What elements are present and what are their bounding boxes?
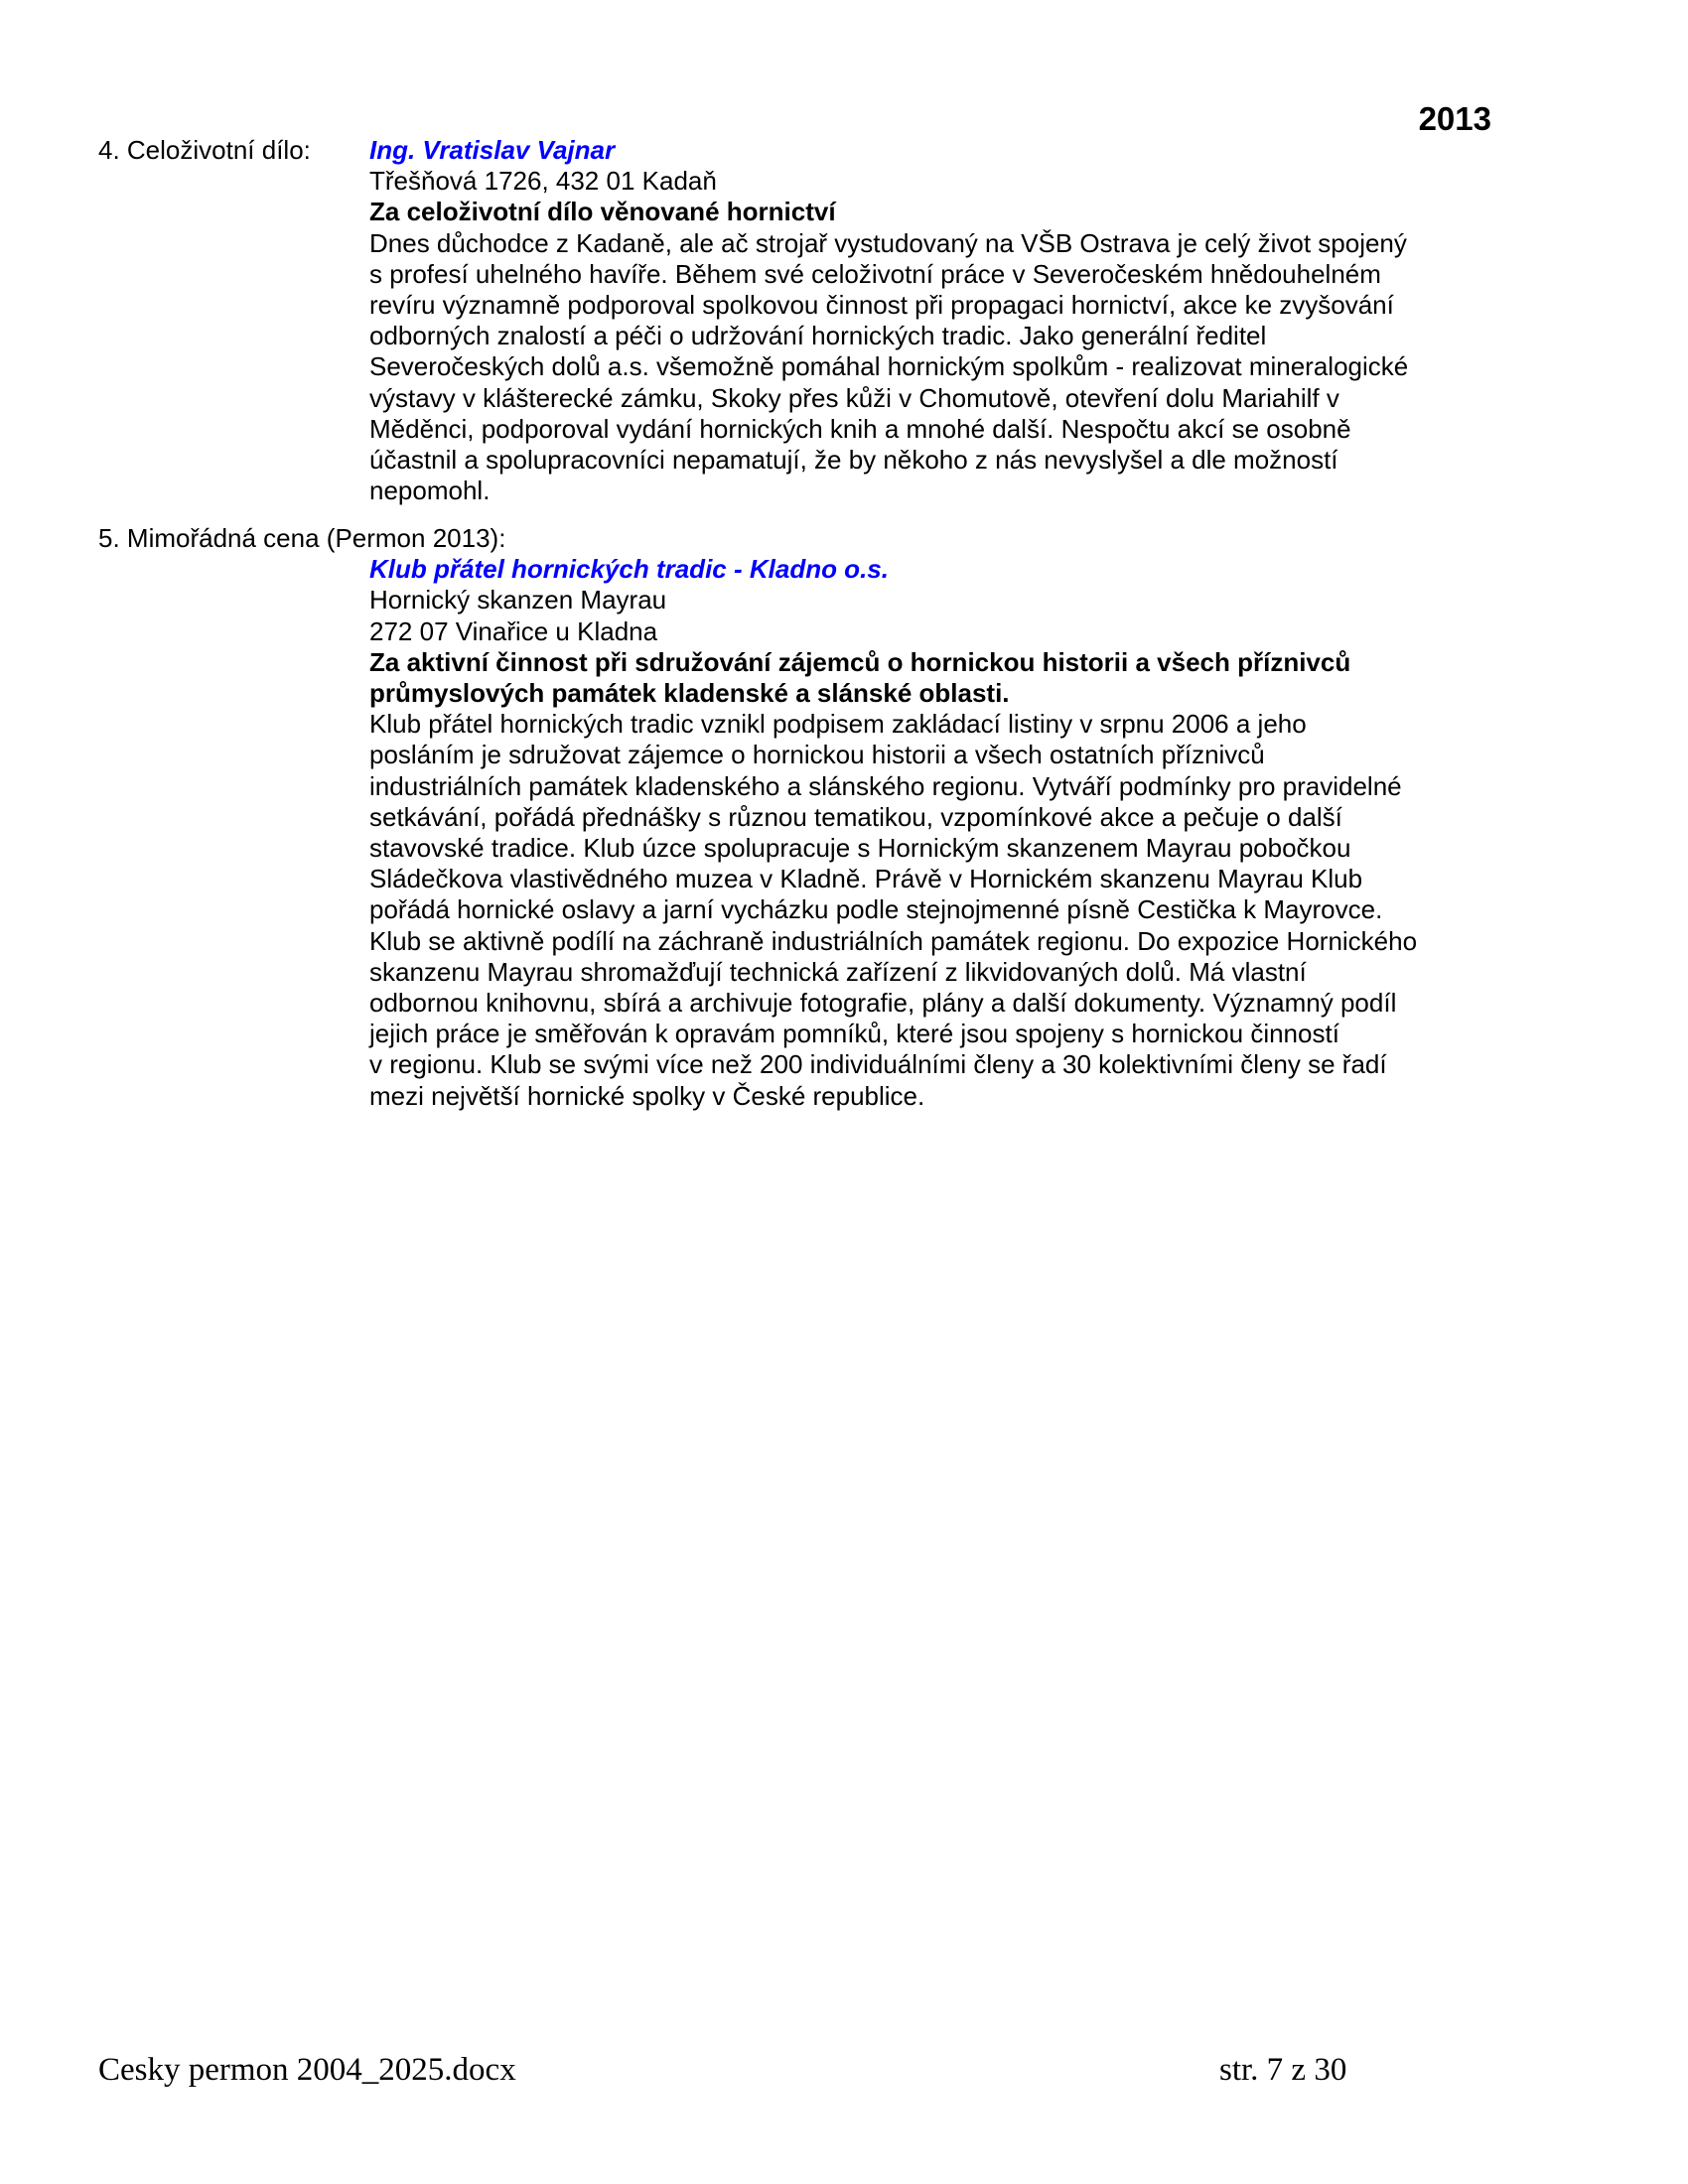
footer-filename: Cesky permon 2004_2025.docx bbox=[98, 2052, 516, 2088]
body-line: výstavy v klášterecké zámku, Skoky přes kůži v Chomutově, otevření dolu Mariahilf v bbox=[369, 382, 1339, 413]
body-line: s profesí uhelného havíře. Během své celoživotní práce v Severočeském hnědouhelném bbox=[369, 258, 1381, 289]
footer-page-number: str. 7 z 30 bbox=[1219, 2052, 1347, 2088]
award-reason: průmyslových památek kladenské a slánské oblasti. bbox=[369, 678, 1010, 708]
awardee-name: Ing. Vratislav Vajnar bbox=[369, 135, 616, 165]
body-line: Severočeských dolů a.s. všemožně pomáhal hornickým spolkům - realizovat mineralogické bbox=[369, 351, 1409, 382]
body-line: odbornou knihovnu, sbírá a archivuje fotografie, plány a další dokumenty. Významný podíl bbox=[369, 988, 1397, 1018]
body-line: posláním je sdružovat zájemce o hornickou historii a všech ostatních příznivců bbox=[369, 740, 1265, 770]
award-category-label: 4. Celoživotní dílo: bbox=[98, 135, 311, 165]
awardee-name: Klub přátel hornických tradic - Kladno o.s. bbox=[369, 554, 889, 585]
body-line: Sládečkova vlastivědného muzea v Kladně. Právě v Hornickém skanzenu Mayrau Klub bbox=[369, 864, 1363, 894]
header-year: 2013 bbox=[1418, 100, 1491, 137]
body-line: skanzenu Mayrau shromažďují technická zařízení z likvidovaných dolů. Má vlastní bbox=[369, 956, 1307, 987]
award-reason: Za aktivní činnost při sdružování zájemců o hornickou historii a všech příznivců bbox=[369, 646, 1351, 677]
body-line: stavovské tradice. Klub úzce spolupracuje s Hornickým skanzenem Mayrau pobočkou bbox=[369, 833, 1351, 863]
body-line: setkávání, pořádá přednášky s různou tematikou, vzpomínkové akce a pečuje o další bbox=[369, 801, 1342, 832]
body-line: pořádá hornické oslavy a jarní vycházku podle stejnojmenné písně Cestička k Mayrovce. bbox=[369, 894, 1383, 925]
body-line: v regionu. Klub se svými více než 200 individuálními členy a 30 kolektivními členy se řadí bbox=[369, 1049, 1387, 1080]
body-line: Dnes důchodce z Kadaně, ale ač strojař vystudovaný na VŠB Ostrava je celý život spojený bbox=[369, 227, 1407, 258]
awardee-address-line: Třešňová 1726, 432 01 Kadaň bbox=[369, 166, 717, 197]
awardee-address-line: Hornický skanzen Mayrau bbox=[369, 585, 667, 615]
body-line: mezi největší hornické spolky v České republice. bbox=[369, 1080, 925, 1111]
body-line: Klub přátel hornických tradic vznikl podpisem zakládací listiny v srpnu 2006 a jeho bbox=[369, 709, 1307, 740]
body-line: nepomohl. bbox=[369, 476, 491, 506]
body-line: jejich práce je směřován k opravám pomníků, které jsou spojeny s hornickou činností bbox=[369, 1019, 1339, 1049]
body-line: Klub se aktivně podílí na záchraně industriálních památek regionu. Do expozice Hornického bbox=[369, 925, 1418, 956]
award-category-label: 5. Mimořádná cena (Permon 2013): bbox=[98, 523, 506, 553]
body-line: industriálních památek kladenského a slánského regionu. Vytváří podmínky pro pravidelné bbox=[369, 770, 1402, 801]
award-reason: Za celoživotní dílo věnované hornictví bbox=[369, 197, 836, 227]
body-line: Měděnci, podporoval vydání hornických knih a mnohé další. Nespočtu akcí se osobně bbox=[369, 413, 1351, 444]
awardee-address-line: 272 07 Vinařice u Kladna bbox=[369, 615, 658, 646]
body-line: odborných znalostí a péči o udržování hornických tradic. Jako generální ředitel bbox=[369, 321, 1267, 351]
body-line: revíru významně podporoval spolkovou činnost při propagaci hornictví, akce ke zvyšování bbox=[369, 290, 1394, 320]
body-line: účastnil a spolupracovníci nepamatují, že by někoho z nás nevyslyšel a dle možností bbox=[369, 445, 1338, 475]
